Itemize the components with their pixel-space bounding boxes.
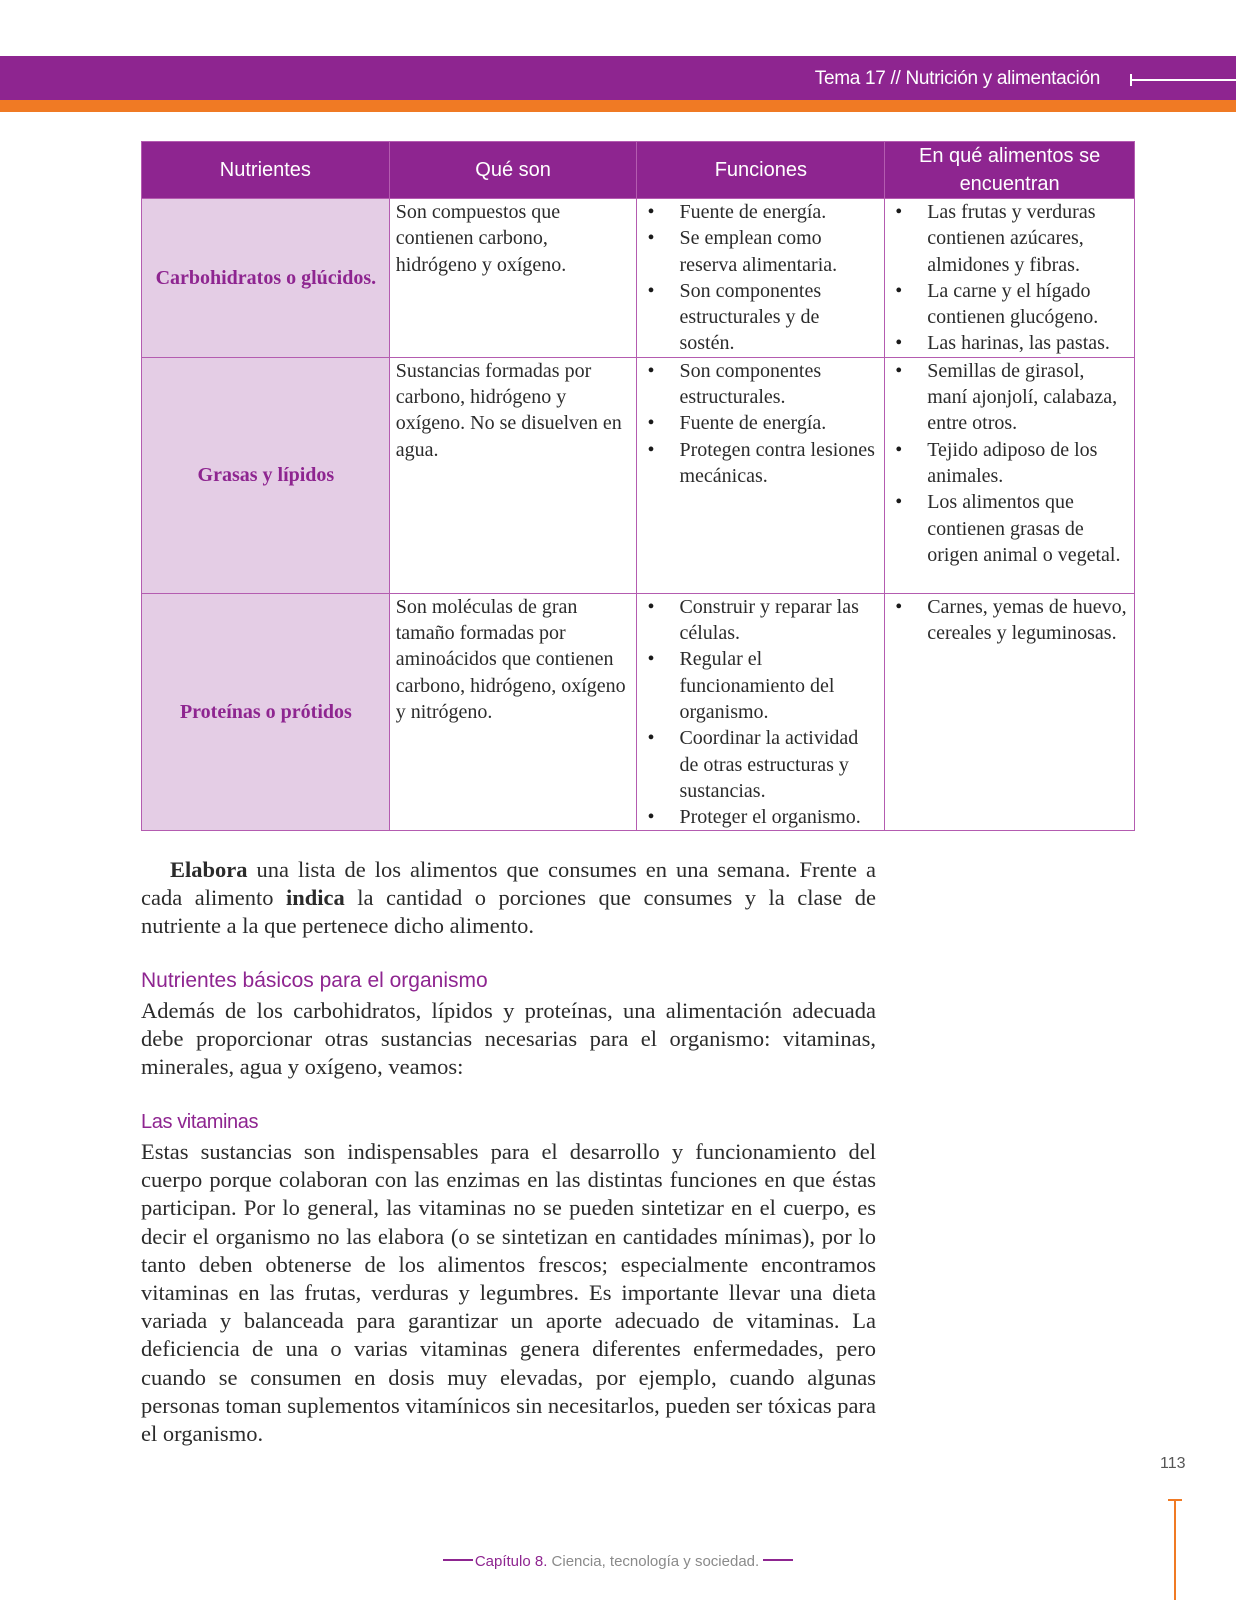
function-item: • Son componentes estructurales y de sostén. <box>643 278 879 357</box>
subsection-heading: Las vitaminas <box>141 1111 259 1133</box>
food-item: • Los alimentos que contienen grasas de origen animal o vegetal. <box>891 489 1129 568</box>
header-rule <box>1130 79 1236 81</box>
nutrient-foods <box>885 357 1135 593</box>
footer-chapter: Capítulo 8. <box>474 1553 548 1570</box>
function-item: • Coordinar la actividad de otras estructuras y sustancias. <box>643 725 879 804</box>
nutrient-description: Son compuestos que contienen carbono, hidrógeno y oxígeno. <box>389 199 637 358</box>
header-funciones: Funciones <box>637 142 885 199</box>
nutrient-name: Carbohidratos o glúcidos. <box>142 199 390 358</box>
activity-text: la cantidad o porciones que consumes y la clase de nutriente a la que pertenece dicho alimento. <box>141 885 876 939</box>
vitamins-paragraph: Estas sustancias son indispensables para el desarrollo y funcionamiento del cuerpo porque colaboran con las enzimas en las distintas funciones en que éstas participan. Por lo general, las vitaminas no se pueden sintetizar en el cuerpo, es decir el organismo no las elabora (o se sintetizan en cantidades mínimas), por lo tanto deben obtenerse de los alimentos frescos; especialmente encontramos vitaminas en las frutas, verduras y legumbres. Es importante llevar una dieta variada y balanceada para garantizar un aporte adecuado de vitaminas. La deficiencia de una o varias vitaminas genera diferentes enfermedades, pero cuando se consumen en dosis muy elevadas, por ejemplo, cuando algunas personas toman suplementos vitamínicos sin necesitarlos, pueden ser tóxicas para el organismo. <box>141 1139 876 1447</box>
food-item: • Carnes, yemas de huevo, cereales y leguminosas. <box>891 594 1129 647</box>
nutrients-table <box>141 141 1135 831</box>
header-nutrientes: Nutrientes <box>142 142 390 199</box>
nutrient-name: Proteínas o prótidos <box>142 593 390 831</box>
nutrient-description: Son moléculas de gran tamaño formadas por aminoácidos que contienen carbono, hidrógeno, oxígeno y nitrógeno. <box>389 593 637 831</box>
nutrient-functions <box>637 357 885 593</box>
activity-verb: Elabora <box>170 857 248 882</box>
table-row <box>142 593 1135 831</box>
nutrient-functions <box>637 199 885 358</box>
function-item: • Proteger el organismo. <box>643 804 879 830</box>
function-item: • Fuente de energía. <box>643 410 879 436</box>
section-heading: Nutrientes básicos para el organismo <box>141 969 488 992</box>
function-item: • Construir y reparar las células. <box>643 594 879 647</box>
food-item: • Semillas de girasol, maní ajonjolí, calabaza, entre otros. <box>891 358 1129 437</box>
section-intro: Además de los carbohidratos, lípidos y proteínas, una alimentación adecuada debe proporcionar otras sustancias necesarias para el organismo: vitaminas, minerales, agua y oxígeno, veamos: <box>141 998 876 1080</box>
function-item: • Regular el funcionamiento del organismo. <box>643 646 879 725</box>
function-item: • Protegen contra lesiones mecánicas. <box>643 437 879 490</box>
function-item: • Se emplean como reserva alimentaria. <box>643 225 879 278</box>
nutrient-name: Grasas y lípidos <box>142 357 390 593</box>
activity-text: una lista de los alimentos que consumes en una semana. Frente a cada alimento <box>141 857 876 911</box>
function-item: • Fuente de energía. <box>643 199 879 225</box>
function-item: • Son componentes estructurales. <box>643 358 879 411</box>
nutrient-foods <box>885 199 1135 358</box>
footer-chapter-title: Ciencia, tecnología y sociedad. <box>547 1553 760 1570</box>
header-accent-stripe <box>0 100 1236 112</box>
food-item: • Las harinas, las pastas. <box>891 330 1129 356</box>
header-que-son: Qué son <box>389 142 637 199</box>
running-header-topic: Tema 17 // Nutrición y alimentación <box>814 68 1100 89</box>
food-item: • Las frutas y verduras contienen azúcares, almidones y fibras. <box>891 199 1129 278</box>
footer-rule <box>443 1559 473 1561</box>
page-footer <box>0 1553 1236 1570</box>
table-row <box>142 199 1135 358</box>
nutrient-functions <box>637 593 885 831</box>
table-header-row <box>142 142 1135 199</box>
page-number: 113 <box>1160 1455 1186 1472</box>
header-alimentos: En qué alimentos se encuentran <box>885 142 1135 199</box>
nutrient-foods <box>885 593 1135 831</box>
activity-paragraph <box>141 856 876 941</box>
food-item: • Tejido adiposo de los animales. <box>891 437 1129 490</box>
table-row <box>142 357 1135 593</box>
footer-rule <box>763 1559 793 1561</box>
food-item: • La carne y el hígado contienen glucógeno. <box>891 278 1129 331</box>
activity-verb: indica <box>285 885 345 911</box>
nutrient-description: Sustancias formadas por carbono, hidrógeno y oxígeno. No se disuelven en agua. <box>389 357 637 593</box>
margin-rule <box>1174 1499 1176 1600</box>
